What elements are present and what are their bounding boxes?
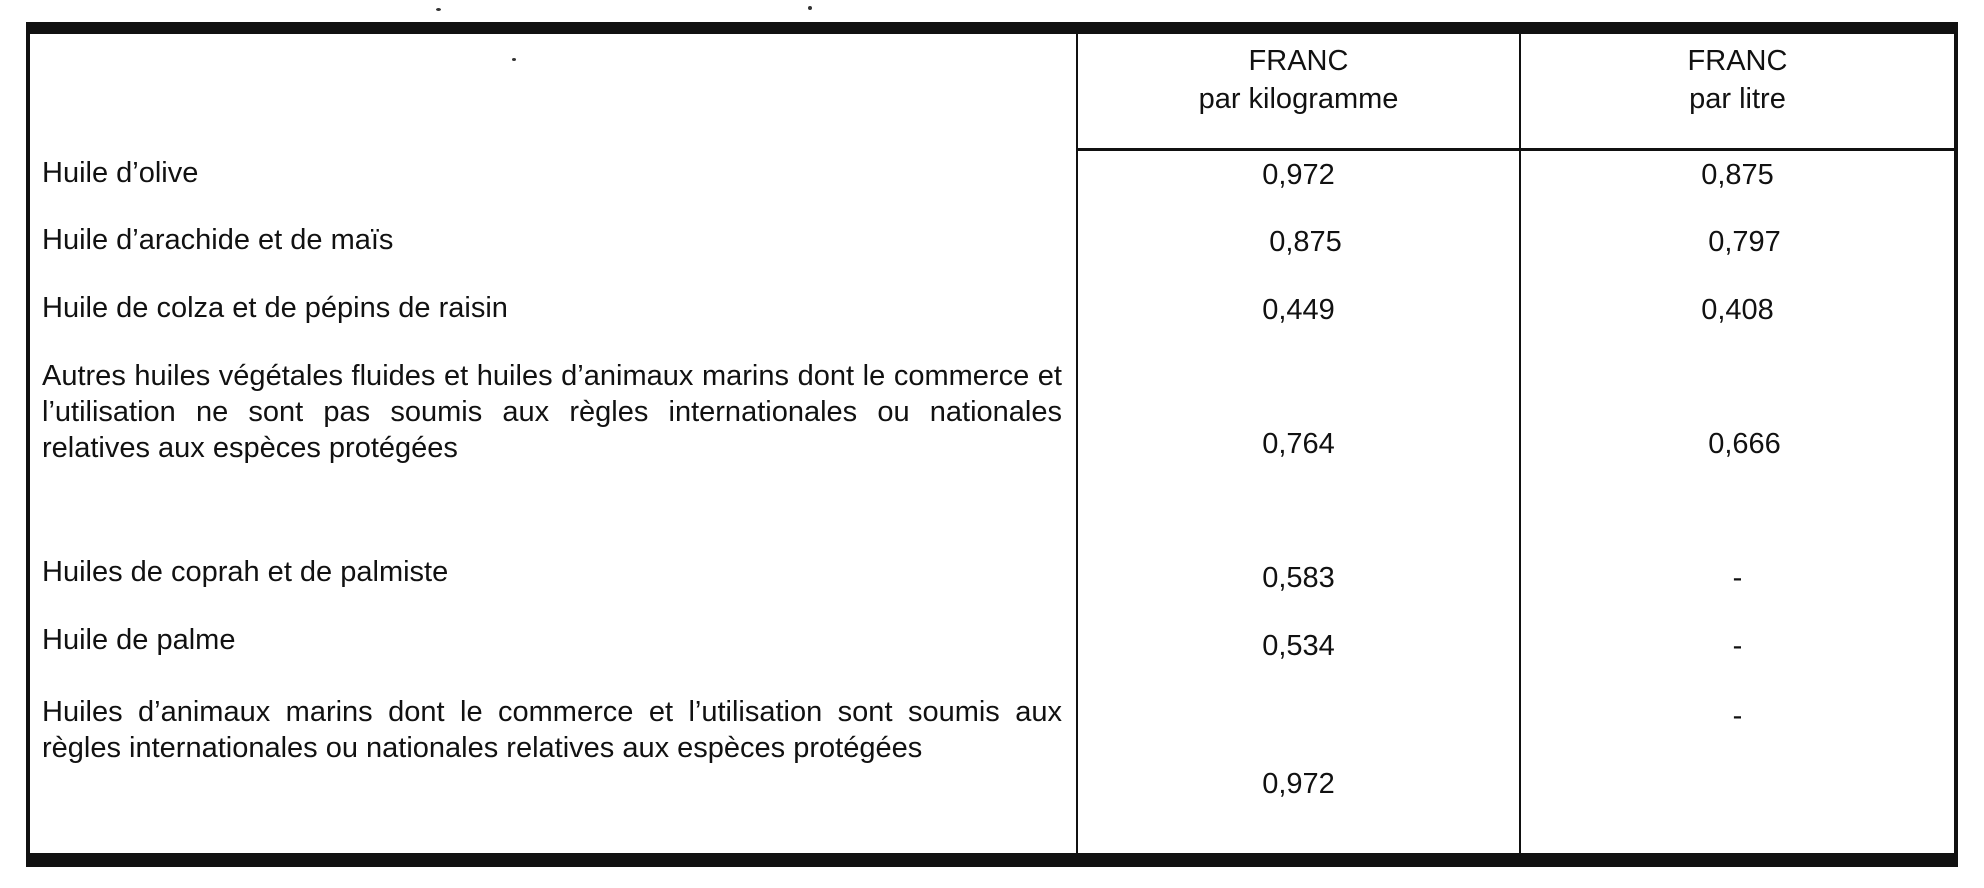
row-label: Huile d’arachide et de maïs: [42, 224, 394, 256]
table-left-border: [26, 22, 30, 867]
value-per-kg: 0,534: [1262, 630, 1335, 662]
row-label: Huile de colza et de pépins de raisin: [42, 292, 508, 324]
value-per-kg: 0,875: [1269, 226, 1342, 258]
row-label: Huiles de coprah et de palmiste: [42, 556, 449, 588]
value-per-litre: -: [1732, 630, 1743, 662]
value-per-litre: 0,875: [1701, 159, 1774, 191]
value-per-kg: 0,583: [1262, 562, 1335, 594]
value-per-litre: 0,408: [1701, 294, 1774, 326]
table-bottom-border: [26, 853, 1958, 867]
value-per-kg: 0,972: [1262, 768, 1335, 800]
header-kg-line1: FRANC: [1248, 45, 1349, 77]
row-label: Autres huiles végétales fluides et huiles d’animaux marins dont le commerce et l’utilisation ne sont pas soumis aux règles internationales ou nationales relatives aux espèces protégées: [42, 360, 1062, 464]
row-label: Huile d’olive: [42, 157, 199, 189]
value-per-kg: 0,449: [1262, 294, 1335, 326]
table-top-border: [26, 22, 1958, 34]
row-label: Huiles d’animaux marins dont le commerce et l’utilisation sont soumis aux règles internationales ou nationales relatives aux espèces protégées: [42, 696, 1062, 764]
scan-speck: [808, 6, 812, 10]
row-label: Huile de palme: [42, 624, 236, 656]
header-divider: [1076, 148, 1958, 151]
header-franc-per-litre: [1521, 42, 1954, 118]
value-per-litre: 0,797: [1708, 226, 1781, 258]
value-per-litre: -: [1732, 700, 1743, 732]
scan-speck: [512, 58, 516, 61]
header-litre-line2: par litre: [1689, 83, 1786, 115]
value-per-kg: 0,972: [1262, 159, 1335, 191]
value-per-kg: 0,764: [1262, 428, 1335, 460]
header-kg-line2: par kilogramme: [1198, 83, 1399, 115]
scan-speck: [436, 8, 441, 11]
value-per-litre: 0,666: [1708, 428, 1781, 460]
price-table: [26, 22, 1958, 867]
header-litre-line1: FRANC: [1687, 45, 1788, 77]
header-franc-per-kg: [1078, 42, 1519, 118]
value-per-litre: -: [1732, 562, 1743, 594]
